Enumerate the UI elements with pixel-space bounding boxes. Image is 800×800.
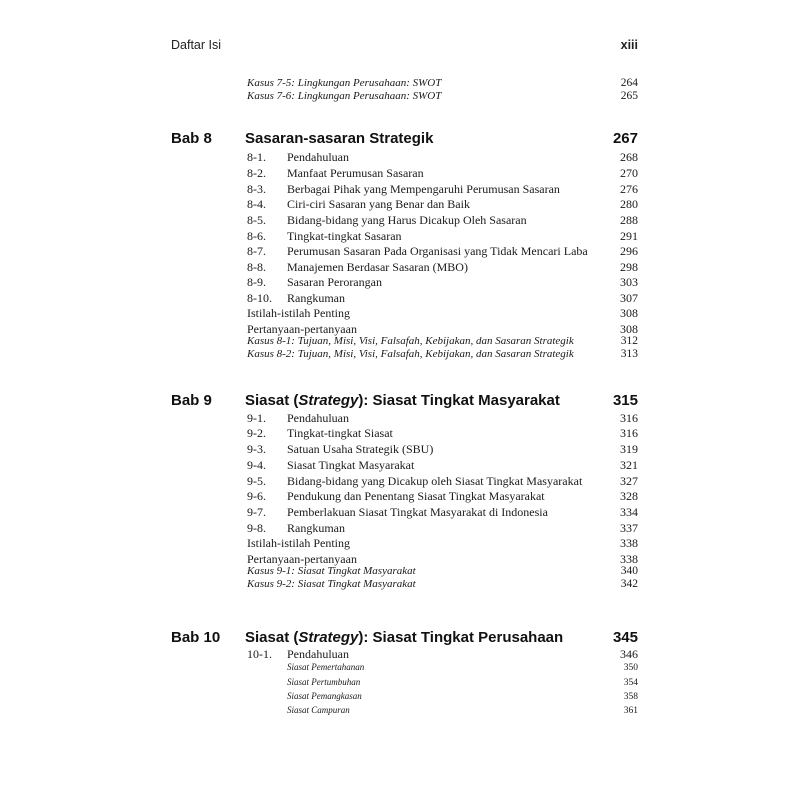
running-header-page-number: xiii [620, 38, 638, 52]
extra-page: 338 [620, 552, 638, 566]
extra-label: Istilah-istilah Penting [247, 306, 350, 320]
section-number: 9-7. [247, 505, 266, 519]
section-title: Pendahuluan [287, 411, 349, 425]
section-title: Ciri-ciri Sasaran yang Benar dan Baik [287, 197, 470, 211]
case-label: Kasus 8-2: Tujuan, Misi, Visi, Falsafah, Kebijakan, dan Sasaran Strategik [247, 348, 574, 360]
section-page: 280 [620, 197, 638, 211]
chapter-label: Bab 10 [171, 629, 221, 646]
toc-section-entry[interactable] [0, 646, 800, 662]
toc-section-entry[interactable] [0, 243, 800, 259]
section-number: 8-9. [247, 275, 266, 289]
subsection-title: Siasat Pertumbuhan [287, 677, 361, 687]
toc-section-entry[interactable] [0, 212, 800, 228]
subsection-title: Siasat Pemangkasan [287, 691, 362, 701]
section-title: Rangkuman [287, 521, 345, 535]
toc-section-entry[interactable] [0, 259, 800, 275]
section-title: Perumusan Sasaran Pada Organisasi yang Tidak Mencari Laba [287, 244, 588, 258]
section-page: 337 [620, 521, 638, 535]
toc-section-entry[interactable] [0, 228, 800, 244]
section-page: 268 [620, 150, 638, 164]
section-page: 319 [620, 442, 638, 456]
toc-case-entry[interactable] [0, 577, 800, 593]
section-number: 9-4. [247, 458, 266, 472]
extra-page: 308 [620, 322, 638, 336]
chapter-label: Bab 9 [171, 392, 212, 409]
chapter-page: 315 [612, 392, 638, 409]
section-page: 291 [620, 229, 638, 243]
section-number: 8-8. [247, 260, 266, 274]
subsection-title: Siasat Campuran [287, 705, 350, 715]
toc-section-entry[interactable] [0, 410, 800, 426]
section-title: Siasat Tingkat Masyarakat [287, 458, 415, 472]
subsection-title: Siasat Pemertahanan [287, 662, 365, 672]
toc-section-entry[interactable] [0, 425, 800, 441]
case-label: Kasus 8-1: Tujuan, Misi, Visi, Falsafah, Kebijakan, dan Sasaran Strategik [247, 335, 574, 347]
case-page: 264 [620, 77, 638, 89]
toc-section-entry[interactable] [0, 274, 800, 290]
section-number: 9-3. [247, 442, 266, 456]
extra-label: Pertanyaan-pertanyaan [247, 552, 357, 566]
extra-page: 338 [620, 536, 638, 550]
subsection-page: 358 [623, 692, 638, 702]
section-number: 8-2. [247, 166, 266, 180]
section-title: Pendukung dan Penentang Siasat Tingkat Masyarakat [287, 489, 545, 503]
section-number: 8-1. [247, 150, 266, 164]
section-title: Rangkuman [287, 291, 345, 305]
section-page: 307 [620, 291, 638, 305]
extra-page: 308 [620, 306, 638, 320]
section-page: 298 [620, 260, 638, 274]
section-number: 8-6. [247, 229, 266, 243]
section-page: 303 [620, 275, 638, 289]
section-page: 328 [620, 489, 638, 503]
toc-section-entry[interactable] [0, 488, 800, 504]
subsection-page: 361 [623, 706, 638, 716]
section-number: 9-8. [247, 521, 266, 535]
case-label: Kasus 9-1: Siasat Tingkat Masyarakat [247, 565, 416, 577]
section-title: Berbagai Pihak yang Mempengaruhi Perumusan Sasaran [287, 182, 560, 196]
section-page: 321 [620, 458, 638, 472]
chapter-title: Siasat (Strategy): Siasat Tingkat Masyarakat [245, 392, 560, 409]
toc-section-entry[interactable] [0, 473, 800, 489]
subsection-page: 354 [623, 678, 638, 688]
chapter-page: 267 [612, 130, 638, 147]
section-page: 316 [620, 426, 638, 440]
toc-extra-entry[interactable] [0, 305, 800, 321]
section-page: 270 [620, 166, 638, 180]
toc-section-entry[interactable] [0, 520, 800, 536]
section-title: Satuan Usaha Strategik (SBU) [287, 442, 434, 456]
section-page: 346 [620, 647, 638, 661]
chapter-title: Siasat (Strategy): Siasat Tingkat Perusahaan [245, 629, 564, 646]
case-page: 340 [620, 565, 638, 577]
section-title: Bidang-bidang yang Harus Dicakup Oleh Sasaran [287, 213, 527, 227]
section-title: Manajemen Berdasar Sasaran (MBO) [287, 260, 468, 274]
toc-extra-entry[interactable] [0, 535, 800, 551]
section-page: 276 [620, 182, 638, 196]
section-number: 9-5. [247, 474, 266, 488]
section-title: Tingkat-tingkat Siasat [287, 426, 393, 440]
section-number: 9-2. [247, 426, 266, 440]
section-title: Sasaran Perorangan [287, 275, 382, 289]
section-title: Pendahuluan [287, 647, 349, 661]
section-page: 327 [620, 474, 638, 488]
toc-case-entry[interactable] [0, 347, 800, 363]
toc-chapter-heading[interactable] [0, 392, 800, 412]
toc-section-entry[interactable] [0, 181, 800, 197]
running-header-title: Daftar Isi [171, 38, 222, 52]
toc-case-entry[interactable] [0, 89, 800, 105]
section-number: 9-1. [247, 411, 266, 425]
section-title: Pendahuluan [287, 150, 349, 164]
toc-subsection-entry[interactable] [0, 661, 800, 677]
subsection-page: 350 [623, 663, 638, 673]
section-page: 288 [620, 213, 638, 227]
toc-section-entry[interactable] [0, 441, 800, 457]
section-number: 8-3. [247, 182, 266, 196]
case-page: 313 [620, 348, 638, 360]
chapter-label: Bab 8 [171, 130, 212, 147]
section-page: 334 [620, 505, 638, 519]
toc-chapter-heading[interactable] [0, 130, 800, 150]
case-label: Kasus 9-2: Siasat Tingkat Masyarakat [247, 578, 416, 590]
section-title: Tingkat-tingkat Sasaran [287, 229, 402, 243]
section-title: Manfaat Perumusan Sasaran [287, 166, 424, 180]
extra-label: Pertanyaan-pertanyaan [247, 322, 357, 336]
section-number: 9-6. [247, 489, 266, 503]
section-number: 10-1. [247, 647, 272, 661]
chapter-title: Sasaran-sasaran Strategik [245, 130, 434, 147]
chapter-page: 345 [612, 629, 638, 646]
case-page: 312 [620, 335, 638, 347]
toc-section-entry[interactable] [0, 165, 800, 181]
section-number: 8-5. [247, 213, 266, 227]
toc-section-entry[interactable] [0, 504, 800, 520]
section-number: 8-10. [247, 291, 272, 305]
extra-label: Istilah-istilah Penting [247, 536, 350, 550]
section-page: 296 [620, 244, 638, 258]
section-number: 8-7. [247, 244, 266, 258]
section-number: 8-4. [247, 197, 266, 211]
case-label: Kasus 7-5: Lingkungan Perusahaan: SWOT [247, 77, 442, 89]
section-title: Pemberlakuan Siasat Tingkat Masyarakat di Indonesia [287, 505, 548, 519]
section-page: 316 [620, 411, 638, 425]
toc-section-entry[interactable] [0, 290, 800, 306]
toc-subsection-entry[interactable] [0, 704, 800, 720]
case-label: Kasus 7-6: Lingkungan Perusahaan: SWOT [247, 90, 442, 102]
toc-section-entry[interactable] [0, 149, 800, 165]
toc-section-entry[interactable] [0, 196, 800, 212]
case-page: 265 [620, 90, 638, 102]
section-title: Bidang-bidang yang Dicakup oleh Siasat Tingkat Masyarakat [287, 474, 583, 488]
case-page: 342 [620, 578, 638, 590]
toc-section-entry[interactable] [0, 457, 800, 473]
